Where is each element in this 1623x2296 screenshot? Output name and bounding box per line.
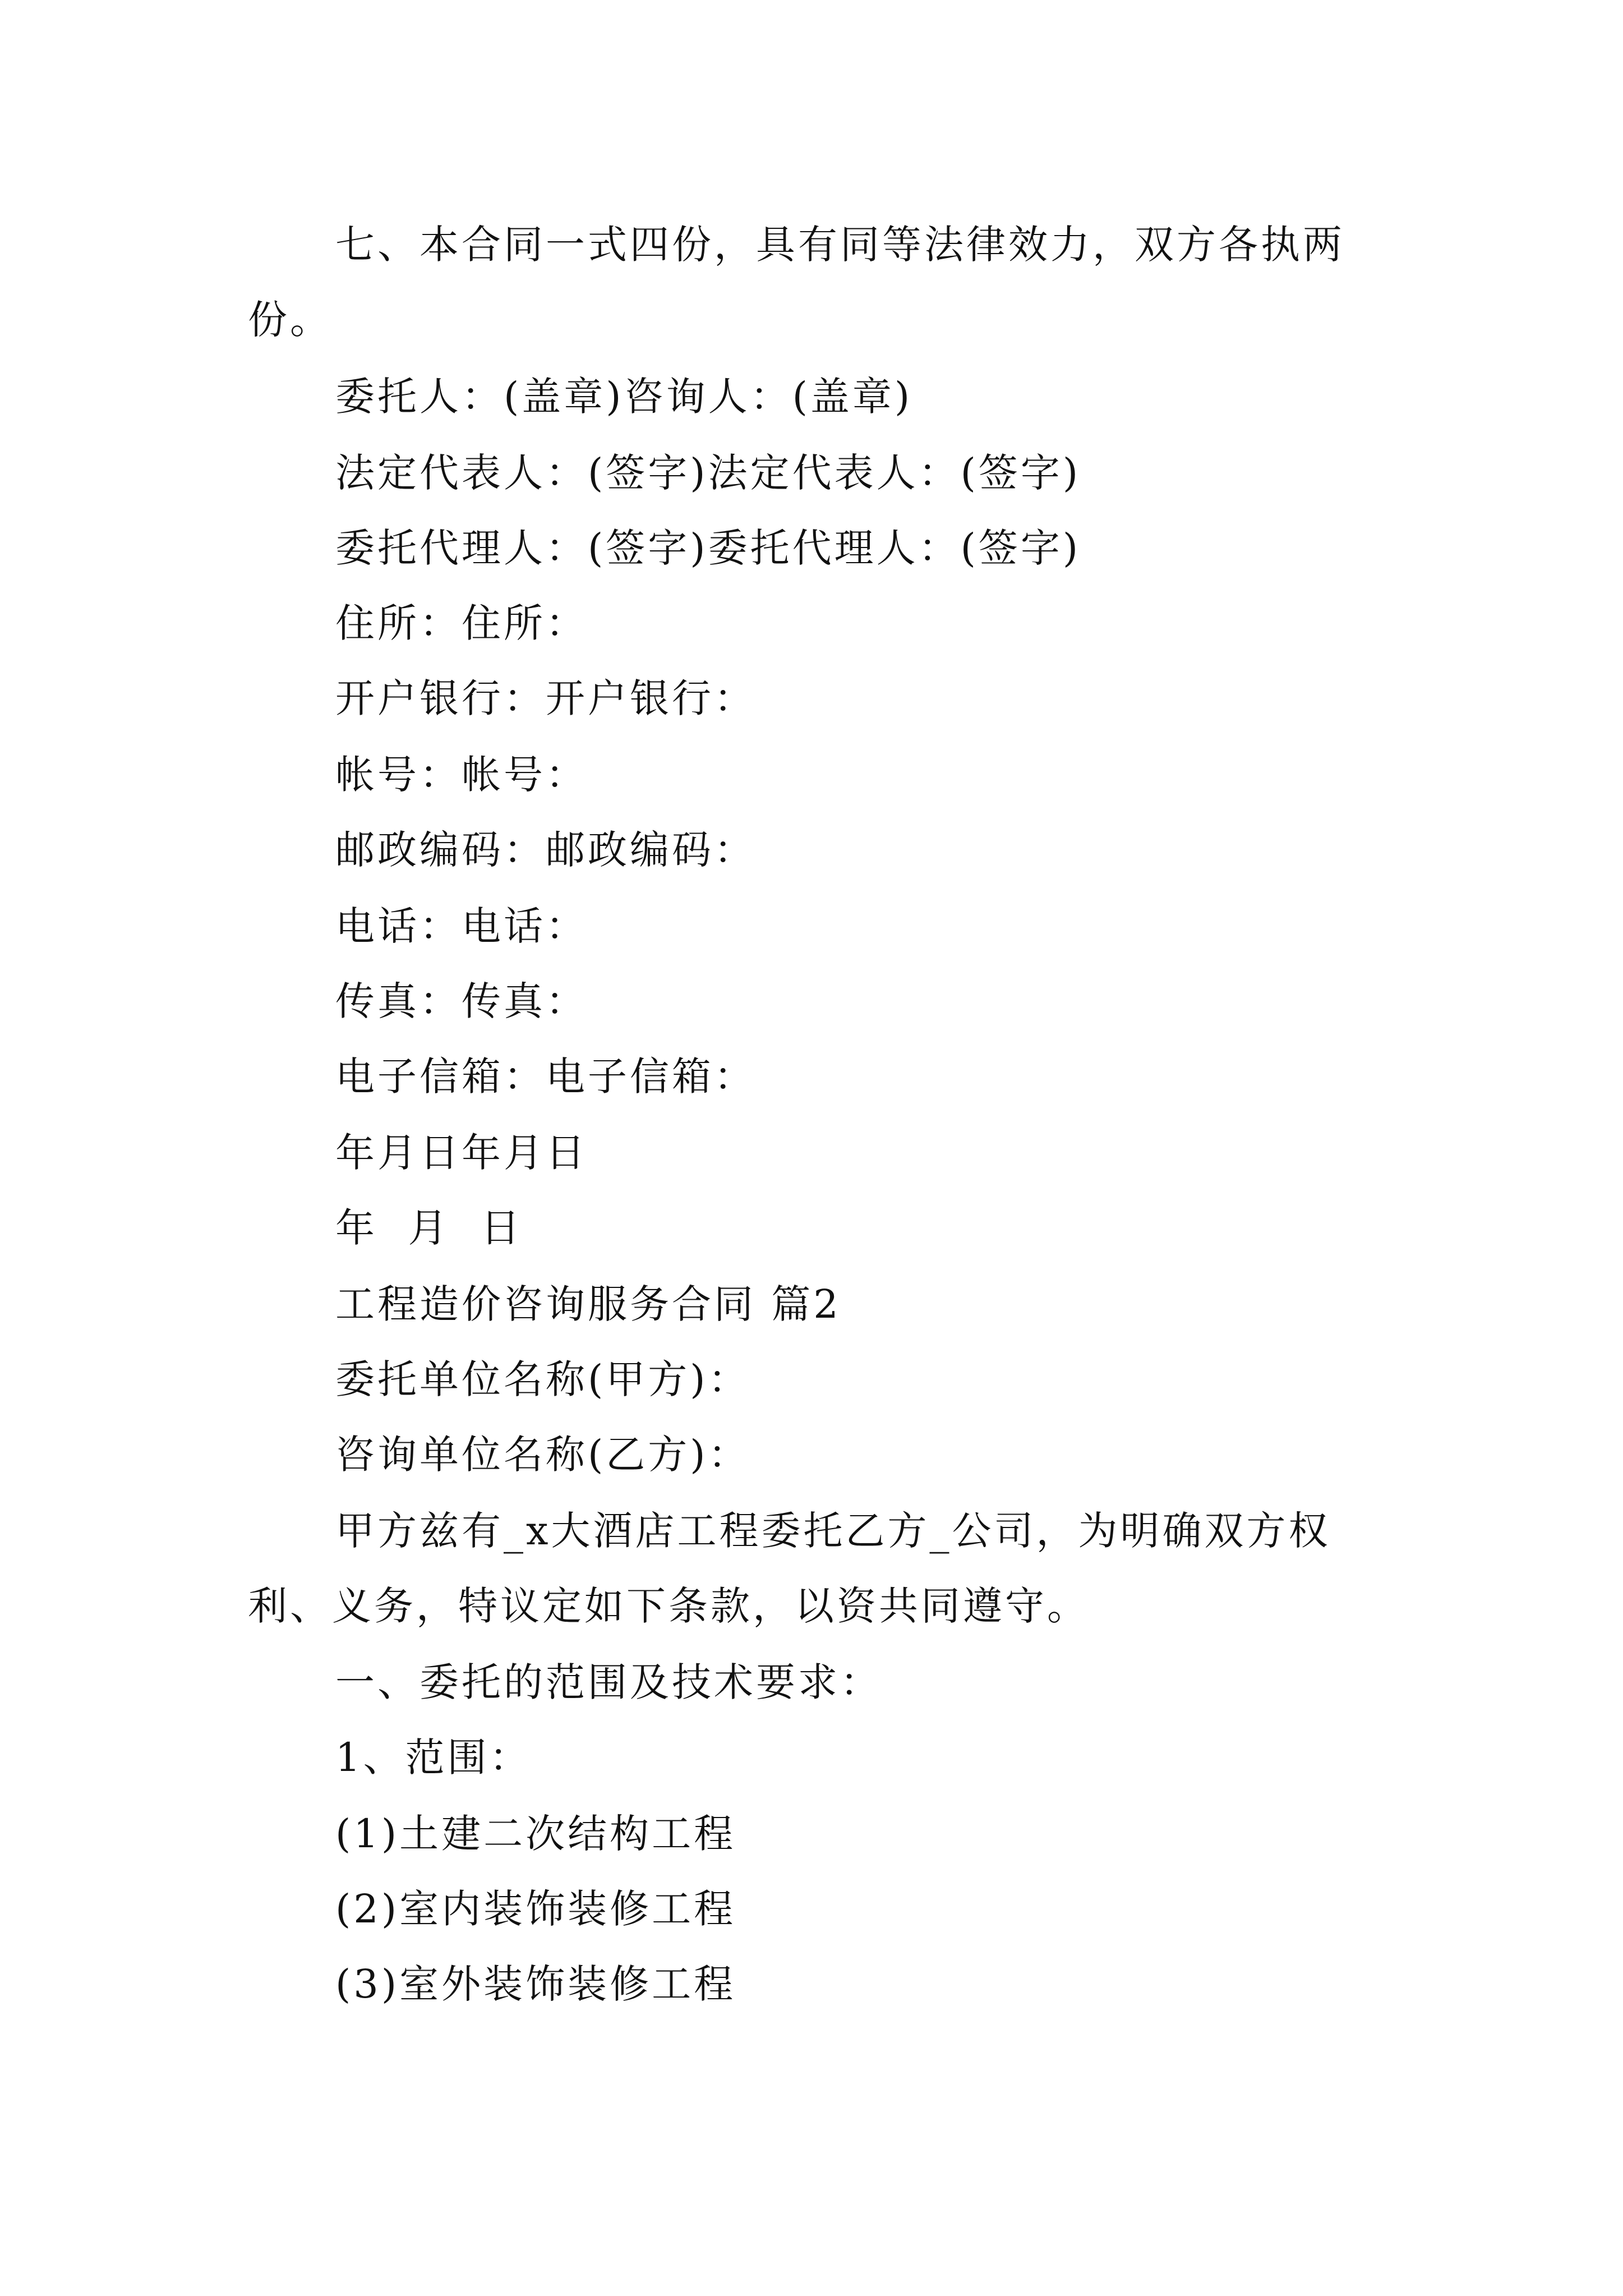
field-email: 电子信箱：电子信箱： xyxy=(335,1053,756,1099)
scope-item-2: (2)室内装饰装修工程 xyxy=(335,1886,736,1932)
preamble-line-2: 利、义务，特议定如下条款，以资共同遵守。 xyxy=(248,1583,1089,1629)
clause-1-heading: 一、委托的范围及技术要求： xyxy=(335,1659,882,1705)
scope-heading: 1、范围： xyxy=(335,1734,532,1780)
section-title: 工程造价咨询服务合同 篇2 xyxy=(335,1281,841,1327)
party-b-name: 咨询单位名称(乙方)： xyxy=(335,1432,750,1478)
party-a-name: 委托单位名称(甲方)： xyxy=(335,1356,750,1402)
scope-item-1: (1)土建二次结构工程 xyxy=(335,1811,736,1857)
signature-agent: 委托代理人：(签字)委托代理人：(签字) xyxy=(335,525,1081,571)
field-fax: 传真：传真： xyxy=(335,978,588,1024)
field-phone: 电话：电话： xyxy=(335,903,588,949)
date-line-2: 年 月 日 xyxy=(335,1205,523,1251)
field-account: 帐号：帐号： xyxy=(335,752,588,798)
clause-7-line-1: 七、本合同一式四份，具有同等法律效力，双方各执两 xyxy=(335,222,1345,268)
field-postcode: 邮政编码：邮政编码： xyxy=(335,827,756,873)
field-bank: 开户银行：开户银行： xyxy=(335,675,756,721)
signature-legal-rep: 法定代表人：(签字)法定代表人：(签字) xyxy=(335,450,1081,496)
preamble-line-1: 甲方兹有_x大酒店工程委托乙方_公司，为明确双方权 xyxy=(335,1508,1331,1554)
scope-item-3: (3)室外装饰装修工程 xyxy=(335,1961,736,2007)
clause-7-line-2: 份。 xyxy=(248,297,332,343)
signature-principal: 委托人：(盖章)咨询人：(盖章) xyxy=(335,374,913,420)
date-line-1: 年月日年月日 xyxy=(335,1130,588,1176)
field-address: 住所：住所： xyxy=(335,600,588,646)
